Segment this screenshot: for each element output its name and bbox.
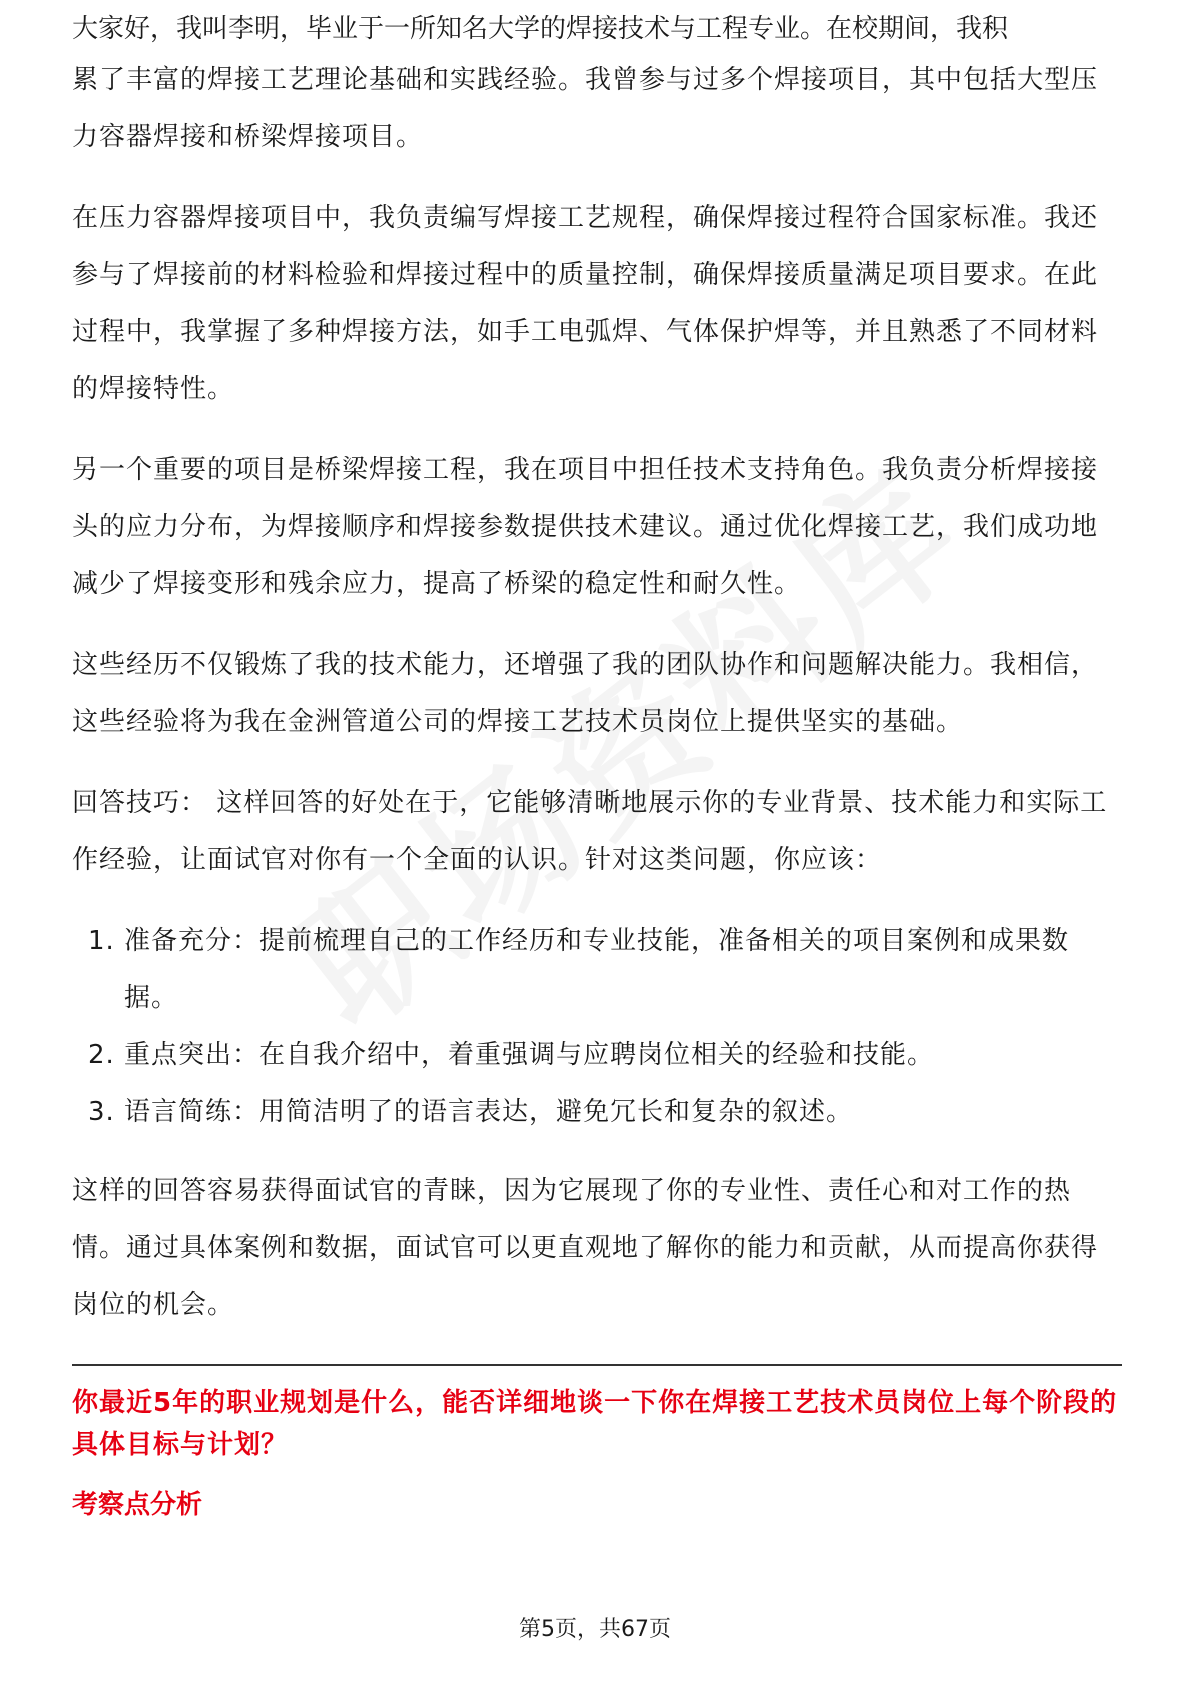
partial-top-line: 大家好，我叫李明，毕业于一所知名大学的焊接技术与工程专业。在校期间，我积	[72, 14, 1009, 44]
list-item	[72, 913, 1122, 1027]
tips-list	[72, 913, 1122, 1141]
analysis-subheading: 考察点分析	[72, 1490, 203, 1520]
list-item-number: 3.	[88, 1097, 115, 1127]
page-content	[72, 14, 1122, 1526]
paragraph-answer-tips: 回答技巧： 这样回答的好处在于，它能够清晰地展示你的专业背景、技术能力和实际工作经验，让面试官对你有一个全面的认识。针对这类问题，你应该：	[72, 788, 1108, 875]
page-footer: 第5页，共67页	[519, 1617, 671, 1642]
list-item-number: 2.	[88, 1040, 115, 1070]
paragraph-bridge-project: 另一个重要的项目是桥梁焊接工程，我在项目中担任技术支持角色。我负责分析焊接接头的应力分布，为焊接顺序和焊接参数提供技术建议。通过优化焊接工艺，我们成功地减少了焊接变形和残余应力，提高了桥梁的稳定性和耐久性。	[72, 455, 1099, 599]
paragraph-experience-intro: 累了丰富的焊接工艺理论基础和实践经验。我曾参与过多个焊接项目，其中包括大型压力容器焊接和桥梁焊接项目。	[72, 65, 1099, 152]
list-item-text: 重点突出：在自我介绍中，着重强调与应聘岗位相关的经验和技能。	[124, 1040, 935, 1070]
paragraph-pressure-vessel: 在压力容器焊接项目中，我负责编写焊接工艺规程，确保焊接过程符合国家标准。我还参与了焊接前的材料检验和焊接过程中的质量控制，确保焊接质量满足项目要求。在此过程中，我掌握了多种焊接方法，如手工电弧焊、气体保护焊等，并且熟悉了不同材料的焊接特性。	[72, 203, 1099, 404]
list-item	[72, 1084, 1122, 1141]
paragraph-summary: 这些经历不仅锻炼了我的技术能力，还增强了我的团队协作和问题解决能力。我相信，这些经验将为我在金洲管道公司的焊接工艺技术员岗位上提供坚实的基础。	[72, 650, 1099, 737]
list-item-text: 准备充分：提前梳理自己的工作经历和专业技能，准备相关的项目案例和成果数据。	[124, 926, 1070, 1013]
list-item	[72, 1027, 1122, 1084]
list-item-number: 1.	[88, 926, 115, 956]
next-question-title: 你最近5年的职业规划是什么，能否详细地谈一下你在焊接工艺技术员岗位上每个阶段的具体目标与计划？	[72, 1388, 1118, 1460]
section-divider	[72, 1364, 1122, 1366]
paragraph-closing: 这样的回答容易获得面试官的青睐，因为它展现了你的专业性、责任心和对工作的热情。通过具体案例和数据，面试官可以更直观地了解你的能力和贡献，从而提高你获得岗位的机会。	[72, 1176, 1099, 1320]
list-item-text: 语言简练：用简洁明了的语言表达，避免冗长和复杂的叙述。	[124, 1097, 854, 1127]
